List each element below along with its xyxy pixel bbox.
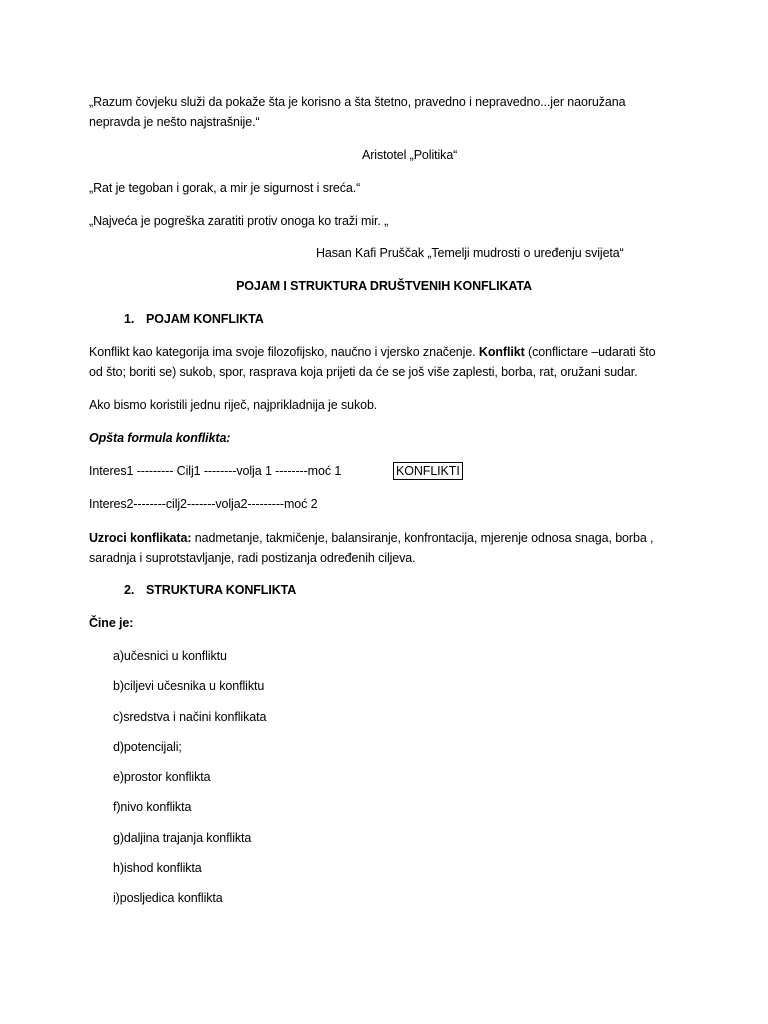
cine-je-label: Čine je: <box>89 616 134 630</box>
paragraph-2: Ako bismo koristili jednu riječ, najprikladnija je sukob. <box>89 398 378 412</box>
paragraph-1-line1 <box>89 342 655 362</box>
quote-aristotle-line2: nepravda je nešto najstrašnije.“ <box>89 115 260 129</box>
quote-aristotle-author: Aristotel „Politika“ <box>362 148 458 162</box>
formula-row-2: Interes2--------cilj2-------volja2---------moć 2 <box>89 497 318 511</box>
section-2-title: STRUKTURA KONFLIKTA <box>146 583 297 597</box>
causes-line2: saradnja i suprotstavljanje, radi postizanja određenih ciljeva. <box>89 551 416 565</box>
section-1-title: POJAM KONFLIKTA <box>146 312 264 326</box>
causes-line1 <box>89 528 653 548</box>
list-item: g)daljina trajanja konflikta <box>113 831 252 845</box>
causes-text: nadmetanje, takmičenje, balansiranje, konfrontacija, mjerenje odnosa snaga, borba , <box>191 531 654 545</box>
list-item: b)ciljevi učesnika u konfliktu <box>113 679 265 693</box>
quote-aristotle-line1: „Razum čovjeku služi da pokaže šta je korisno a šta štetno, pravedno i nepravedno...jer naoružana <box>89 95 626 109</box>
formula-box-wrapper <box>393 461 463 481</box>
list-item: c)sredstva i načini konflikata <box>113 710 267 724</box>
paragraph-1-term-bold: Konflikt <box>478 345 525 359</box>
section-2-number: 2. <box>124 583 135 597</box>
list-item: i)posljedica konflikta <box>113 891 223 905</box>
formula-label: Opšta formula konflikta: <box>89 431 231 445</box>
list-item: h)ishod konflikta <box>113 861 202 875</box>
section-1-number: 1. <box>124 312 135 326</box>
paragraph-1-text-a: Konflikt kao kategorija ima svoje filozofijsko, naučno i vjersko značenje. <box>89 345 479 359</box>
section-2-heading <box>124 580 296 600</box>
list-item: f)nivo konflikta <box>113 800 192 814</box>
causes-label: Uzroci konflikata: <box>89 531 192 545</box>
formula-row-1: Interes1 --------- Cilj1 --------volja 1 --------moć 1 <box>89 464 342 478</box>
section-1-heading <box>124 309 264 329</box>
quote-greatest-mistake: „Najveća je pogreška zaratiti protiv onoga ko traži mir. „ <box>89 214 389 228</box>
paragraph-1-text-c: (conflictare –udarati što <box>524 345 656 359</box>
quote-pruscak-author: Hasan Kafi Pruščak „Temelji mudrosti o uređenju svijeta“ <box>316 246 624 260</box>
list-item: a)učesnici u konfliktu <box>113 649 227 663</box>
paragraph-1-line2: od što; boriti se) sukob, spor, rasprava koja prijeti da će se još više zaplesti, borba, rat, oružani sudar. <box>89 365 638 379</box>
list-item: d)potencijali; <box>113 740 182 754</box>
main-title: POJAM I STRUKTURA DRUŠTVENIH KONFLIKATA <box>236 279 532 293</box>
formula-konflikti-box: KONFLIKTI <box>393 462 463 480</box>
quote-war-peace: „Rat je tegoban i gorak, a mir je sigurnost i sreća.“ <box>89 181 361 195</box>
list-item: e)prostor konflikta <box>113 770 211 784</box>
